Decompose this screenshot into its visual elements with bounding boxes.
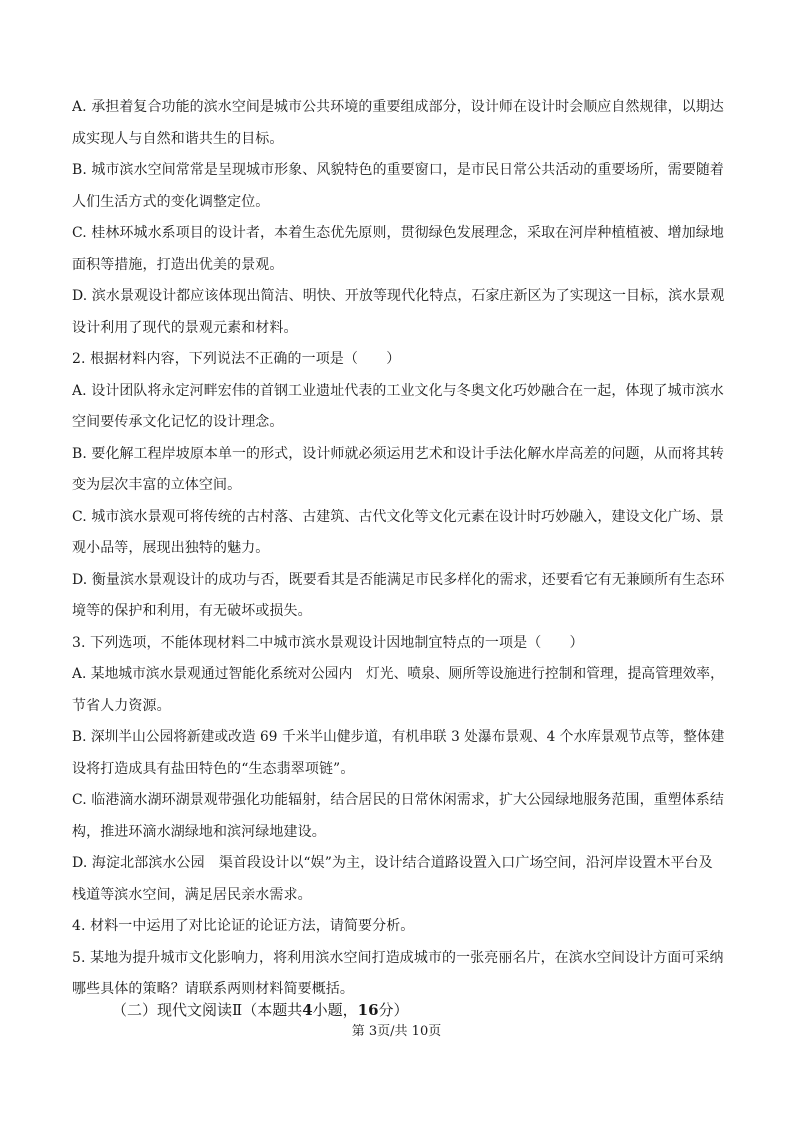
text-line: 人们生活方式的变化调整定位。 [72,193,270,210]
text-line: 哪些具体的策略？请联系两则材料简要概括。 [72,981,354,997]
text-line: B. 深圳半山公园将新建或改造 69 千米半山健步道，有机串联 3 处瀑布景观、4 个水库景观节点等，整体建 [72,729,724,745]
section-question-count: 4 [302,1001,313,1019]
text-line: 境等的保护和利用，有无破坏或损失。 [72,603,312,619]
text-line: 设将打造成具有盐田特色的“生态翡翠项链”。 [72,760,355,777]
text-line: 2. 根据材料内容，下列说法不正确的一项是（ ） [72,351,401,367]
text-line: 栈道等滨水空间，满足居民亲水需求。 [72,886,312,903]
text-line: 节省人力资源。 [72,697,171,714]
section-score: 16 [357,1001,379,1019]
text-line: D. 滨水景观设计都应该体现出简洁、明快、开放等现代化特点，石家庄新区为了实现这一目标，滨水景观 [72,288,724,304]
text-line: C. 城市滨水景观可将传统的古村落、古建筑、古代文化等文化元素在设计时巧妙融入，建设文化广场、景 [72,508,724,525]
section-heading-suffix: 分） [378,1001,409,1019]
text-line: A. 承担着复合功能的滨水空间是城市公共环境的重要组成部分，设计师在设计时会顺应自然规律，以期达 [72,99,724,115]
text-line: C. 临港滴水湖环湖景观带强化功能辐射，结合居民的日常休闲需求，扩大公园绿地服务范围，重塑体系结 [72,792,724,808]
section-heading [112,998,409,1022]
text-line: 观小品等，展现出独特的魅力。 [72,540,270,556]
text-line: 4. 材料一中运用了对比论证的论证方法，请简要分析。 [72,918,415,934]
section-heading-prefix: （二）现代文阅读Ⅱ（本题共 [112,1001,303,1019]
text-line: A. 某地城市滨水景观通过智能化系统对公园内 灯光、喷泉、厕所等设施进行控制和管理，提高管理效率， [72,666,724,682]
text-line: C. 桂林环城水系项目的设计者，本着生态优先原则，贯彻绿色发展理念，采取在河岸种植植被、增加绿地 [72,225,724,241]
question-text [72,92,724,1006]
text-line: 成实现人与自然和谐共生的目标。 [72,130,284,147]
text-line: D. 衡量滨水景观设计的成功与否，既要看其是否能满足市民多样化的需求，还要看它有无兼顾所有生态环 [72,571,724,588]
text-line: 空间要传承文化记忆的设计理念。 [72,414,284,430]
text-line: A. 设计团队将永定河畔宏伟的首钢工业遗址代表的工业文化与冬奥文化巧妙融合在一起，体现了城市滨水 [72,382,724,399]
text-line: B. 城市滨水空间常常是呈现城市形象、风貌特色的重要窗口，是市民日常公共活动的重要场所，需要随着 [72,162,724,178]
text-line: 变为层次丰富的立体空间。 [72,477,242,493]
section-heading-middle: 小题， [312,1001,358,1019]
text-line: 5. 某地为提升城市文化影响力，将利用滨水空间打造成城市的一张亮丽名片，在滨水空间设计方面可采纳 [72,949,724,966]
text-line: 构，推进环滴水湖绿地和滨河绿地建设。 [72,823,326,840]
text-line: 设计利用了现代的景观元素和材料。 [72,319,298,336]
text-line: B. 要化解工程岸坡原本单一的形式，设计师就必须运用艺术和设计手法化解水岸高差的问题，从而将其转 [72,445,724,462]
text-line: 3. 下列选项，不能体现材料二中城市滨水景观设计因地制宜特点的一项是（ ） [72,634,584,651]
text-line: D. 海淀北部滨水公园 渠首段设计以“娱”为主，设计结合道路设置入口广场空间，沿河岸设置木平台及 [72,855,713,871]
page-footer: 第 3页/共 10页 [351,1024,442,1039]
text-line: 面积等措施，打造出优美的景观。 [72,256,284,273]
